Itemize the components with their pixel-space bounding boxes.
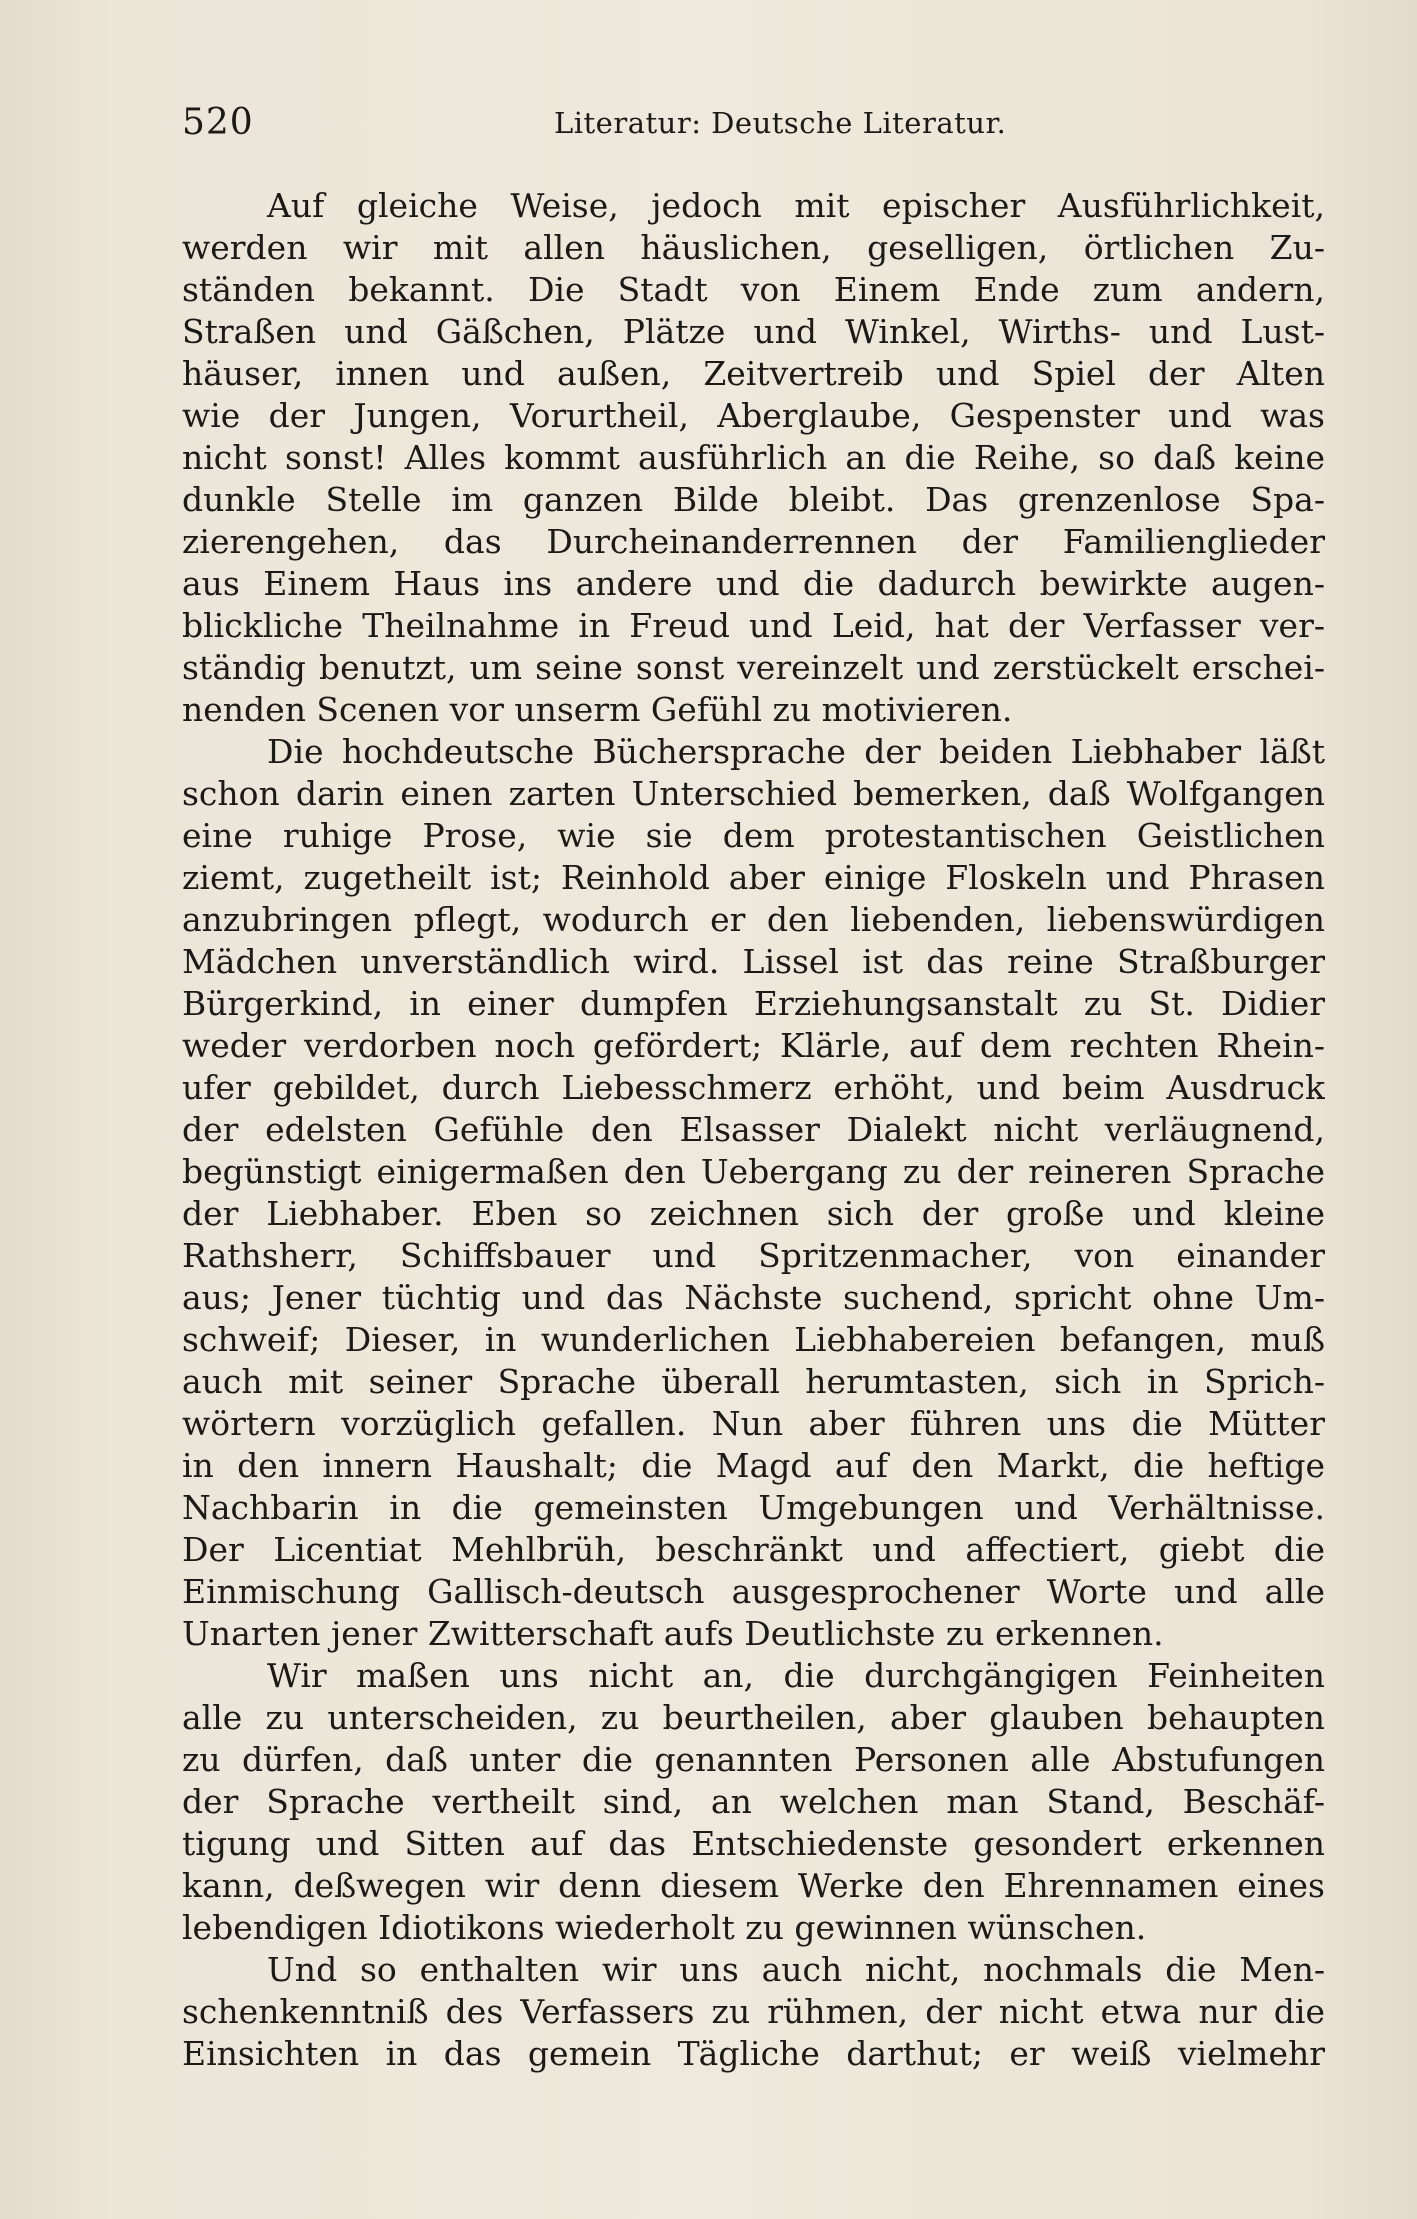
text-line: Mädchen unverständlich wird. Lissel ist das reine Straßburger (182, 942, 1325, 981)
page-number: 520 (182, 102, 254, 143)
body-text (182, 185, 1325, 2075)
running-title: Literatur: Deutsche Literatur. (554, 106, 1007, 140)
text-line: auch mit seiner Sprache überall herumtasten, sich in Sprich- (182, 1362, 1325, 1401)
text-line: der Sprache vertheilt sind, an welchen man Stand, Beschäf- (182, 1782, 1325, 1821)
text-line: weder verdorben noch gefördert; Klärle, auf dem rechten Rhein- (182, 1026, 1325, 1065)
text-line: nenden Scenen vor unserm Gefühl zu motivieren. (182, 690, 1013, 729)
text-line: Der Licentiat Mehlbrüh, beschränkt und affectiert, giebt die (182, 1530, 1325, 1569)
text-line: schweif; Dieser, in wunderlichen Liebhabereien befangen, muß (182, 1320, 1325, 1359)
text-line: Nachbarin in die gemeinsten Umgebungen und Verhältnisse. (182, 1488, 1325, 1527)
text-line: ständen bekannt. Die Stadt von Einem Ende zum andern, (182, 270, 1325, 309)
text-line: schon darin einen zarten Unterschied bemerken, daß Wolfgangen (182, 774, 1325, 813)
text-line: kann, deßwegen wir denn diesem Werke den Ehrennamen eines (182, 1866, 1325, 1905)
text-line: wörtern vorzüglich gefallen. Nun aber führen uns die Mütter (182, 1404, 1325, 1443)
text-line: blickliche Theilnahme in Freud und Leid, hat der Verfasser ver- (182, 606, 1325, 645)
text-line: nicht sonst! Alles kommt ausführlich an die Reihe, so daß keine (182, 438, 1325, 477)
text-line: anzubringen pflegt, wodurch er den liebenden, liebenswürdigen (182, 900, 1325, 939)
text-line: Unarten jener Zwitterschaft aufs Deutlichste zu erkennen. (182, 1614, 1164, 1653)
text-line: eine ruhige Prose, wie sie dem protestantischen Geistlichen (182, 816, 1325, 855)
text-line: schenkenntniß des Verfassers zu rühmen, der nicht etwa nur die (182, 1992, 1325, 2031)
text-line: Einmischung Gallisch-deutsch ausgesprochener Worte und alle (182, 1572, 1325, 1611)
text-line: in den innern Haushalt; die Magd auf den Markt, die heftige (182, 1446, 1325, 1485)
text-line: zierengehen, das Durcheinanderrennen der Familienglieder (182, 522, 1325, 561)
text-line: wie der Jungen, Vorurtheil, Aberglaube, Gespenster und was (182, 396, 1325, 435)
text-line: zu dürfen, daß unter die genannten Personen alle Abstufungen (182, 1740, 1325, 1779)
text-line: Straßen und Gäßchen, Plätze und Winkel, Wirths- und Lust- (182, 312, 1325, 351)
text-line: werden wir mit allen häuslichen, geselligen, örtlichen Zu- (182, 228, 1325, 267)
text-line: begünstigt einigermaßen den Uebergang zu der reineren Sprache (182, 1152, 1325, 1191)
text-line: Die hochdeutsche Büchersprache der beiden Liebhaber läßt (267, 732, 1325, 771)
page-header (182, 98, 1325, 148)
text-line: ufer gebildet, durch Liebesschmerz erhöht, und beim Ausdruck (182, 1068, 1325, 1107)
text-line: lebendigen Idiotikons wiederholt zu gewinnen wünschen. (182, 1908, 1147, 1947)
text-line: der Liebhaber. Eben so zeichnen sich der große und kleine (182, 1194, 1325, 1233)
text-line: Und so enthalten wir uns auch nicht, nochmals die Men- (267, 1950, 1325, 1989)
text-line: Rathsherr, Schiffsbauer und Spritzenmacher, von einander (182, 1236, 1325, 1275)
text-line: aus Einem Haus ins andere und die dadurch bewirkte augen- (182, 564, 1325, 603)
text-line: ziemt, zugetheilt ist; Reinhold aber einige Floskeln und Phrasen (182, 858, 1325, 897)
text-line: Auf gleiche Weise, jedoch mit epischer Ausführlichkeit, (267, 186, 1325, 225)
text-line: tigung und Sitten auf das Entschiedenste gesondert erkennen (182, 1824, 1325, 1863)
text-line: Bürgerkind, in einer dumpfen Erziehungsanstalt zu St. Didier (182, 984, 1325, 1023)
text-line: häuser, innen und außen, Zeitvertreib und Spiel der Alten (182, 354, 1325, 393)
text-line: der edelsten Gefühle den Elsasser Dialekt nicht verläugnend, (182, 1110, 1325, 1149)
text-line: ständig benutzt, um seine sonst vereinzelt und zerstückelt erschei- (182, 648, 1325, 687)
text-line: aus; Jener tüchtig und das Nächste suchend, spricht ohne Um- (182, 1278, 1325, 1317)
text-line: alle zu unterscheiden, zu beurtheilen, aber glauben behaupten (182, 1698, 1325, 1737)
text-line: Einsichten in das gemein Tägliche darthut; er weiß vielmehr (182, 2034, 1325, 2073)
text-line: Wir maßen uns nicht an, die durchgängigen Feinheiten (267, 1656, 1325, 1695)
text-line: dunkle Stelle im ganzen Bilde bleibt. Das grenzenlose Spa- (182, 480, 1325, 519)
